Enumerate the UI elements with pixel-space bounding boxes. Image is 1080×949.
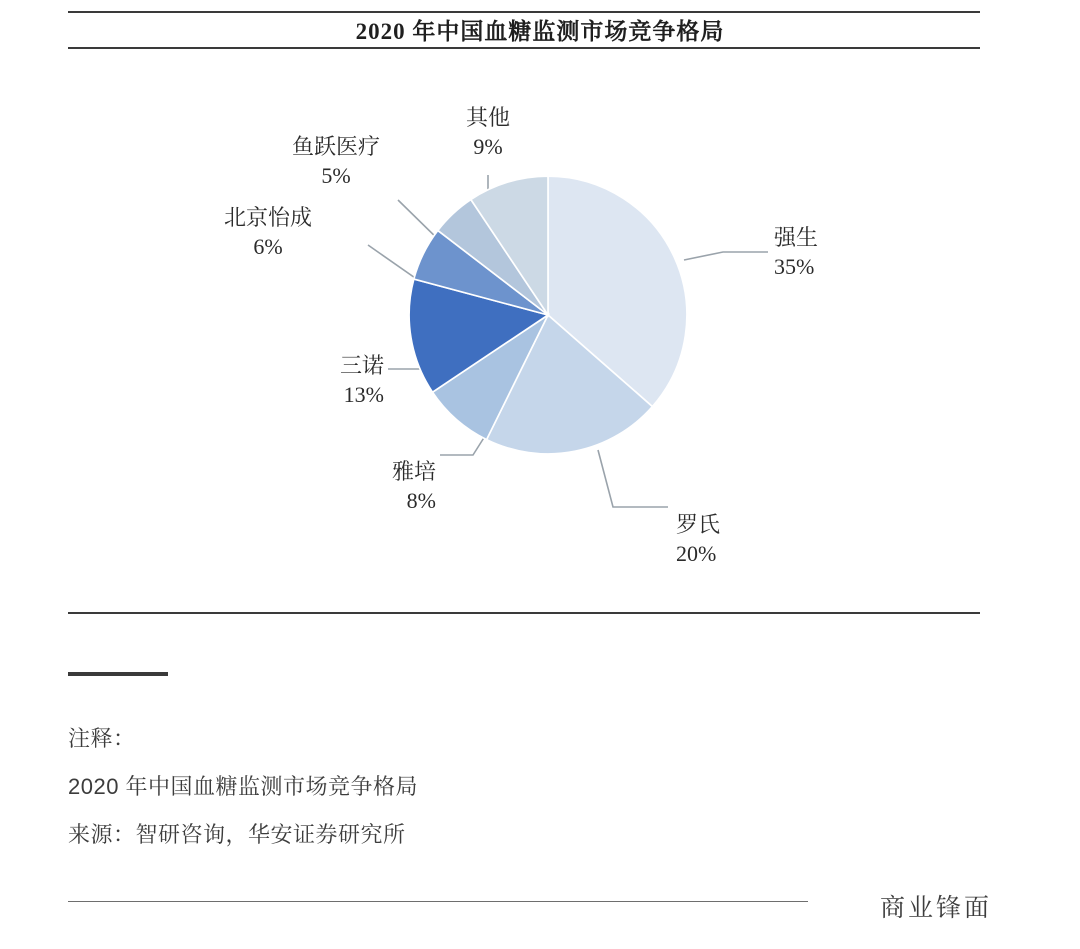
slice-value: 35%: [774, 254, 815, 280]
slice-label-qita: [416, 103, 560, 161]
slice-value: 5%: [321, 163, 351, 189]
pie-chart: [68, 55, 980, 610]
slice-label-yuyueyiliao: [256, 132, 416, 190]
notes-line-1: 2020 年中国血糖监测市场竞争格局: [68, 774, 419, 799]
slice-value: 20%: [676, 541, 717, 567]
slice-label-luoshi: [676, 510, 720, 568]
slice-label-sannuo: [248, 351, 384, 409]
slice-label-beijingyicheng: [168, 203, 368, 261]
slice-name: 雅培: [391, 459, 436, 484]
notes-block: [68, 722, 948, 866]
slice-name: 鱼跃医疗: [291, 134, 380, 159]
footer-brand: 商业锋面: [879, 894, 992, 922]
slice-name: 强生: [774, 225, 819, 250]
pie-slice-group: [409, 176, 687, 454]
slice-name: 北京怡成: [223, 205, 312, 230]
notes-line-2: 来源：智研咨询，华安证券研究所: [68, 822, 406, 847]
notes-label: 注释：: [68, 726, 136, 751]
chart-rule-bottom: [68, 612, 980, 614]
slice-name: 罗氏: [676, 512, 721, 537]
page-title: 2020 年中国血糖监测市场竞争格局: [355, 19, 725, 44]
pie-graphic: [398, 165, 698, 465]
notes-divider: [68, 672, 168, 676]
slice-value: 6%: [253, 234, 283, 260]
slice-name: 三诺: [339, 353, 384, 378]
title-rule-bottom: [68, 47, 980, 49]
slice-value: 13%: [343, 382, 384, 408]
pie-svg: [398, 165, 698, 465]
slice-name: 其他: [465, 105, 510, 130]
slice-label-yapei: [326, 457, 436, 515]
slice-value: 9%: [473, 134, 503, 160]
slice-label-qiangsheng: [774, 223, 818, 281]
footer-rule: [68, 901, 808, 902]
slice-value: 8%: [406, 488, 436, 514]
